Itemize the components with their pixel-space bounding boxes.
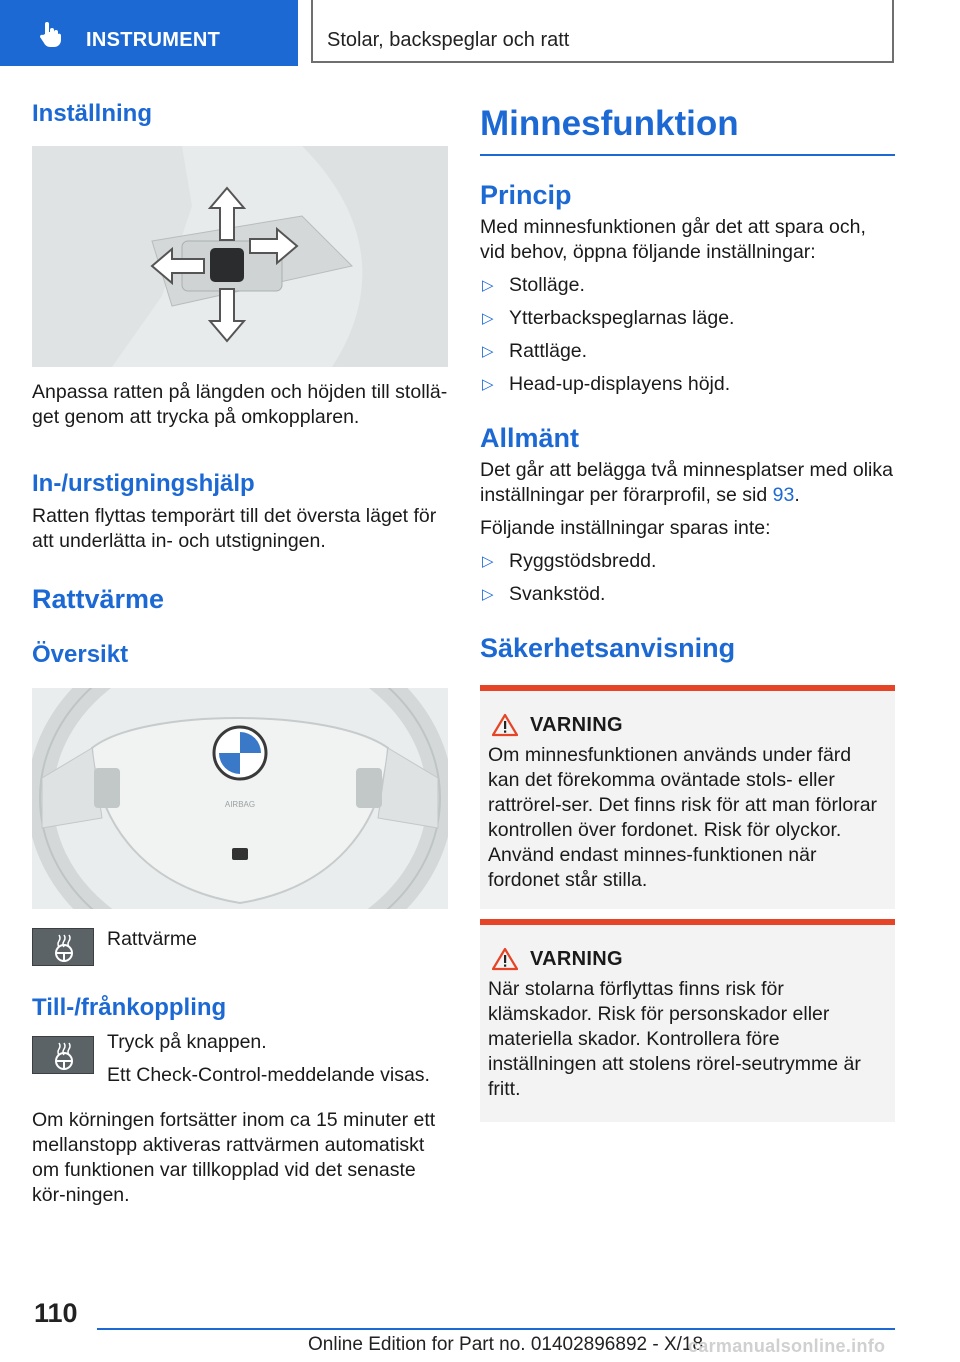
heading-minnesfunktion: Minnesfunktion (480, 104, 739, 143)
steering-adjust-illustration (32, 146, 448, 367)
tillfran-step2: Ett Check-Control-meddelande visas. (107, 1064, 430, 1086)
heated-steering-wheel-button[interactable] (32, 1036, 94, 1074)
tillfran-step1: Tryck på knappen. (107, 1031, 267, 1053)
breadcrumb (311, 0, 894, 63)
list-item: ▷ Ytterbackspeglarnas läge. (482, 307, 735, 329)
list-item: ▷ Ryggstödsbredd. (482, 550, 657, 572)
bullet-triangle-icon: ▷ (482, 277, 494, 294)
heading-tillfran: Till-/frånkoppling (32, 994, 227, 1021)
warning-text: Om minnesfunktionen används under färd kan det förekomma oväntade stols- eller rattrörel-ser. Det finns risk för att man förlorar kontrollen över fordonet. Risk för olyckor. Använd endast minnes-funktionen när fordonet står stilla. (488, 744, 878, 891)
heated-steering-wheel-button (32, 928, 94, 966)
heated-steering-wheel-icon (51, 933, 77, 963)
edition-text: Online Edition for Part no. 01402896892 - X/18 (308, 1334, 704, 1355)
left-column (32, 100, 448, 1208)
steering-column-adjust-figure (32, 146, 448, 367)
heated-steering-wheel-icon (51, 1041, 77, 1071)
bullet-triangle-icon: ▷ (482, 586, 494, 603)
not-saved-text: Följande inställningar sparas inte: (480, 517, 771, 539)
steering-wheel-figure (32, 688, 448, 909)
heading-princip: Princip (480, 180, 572, 210)
bullet-triangle-icon: ▷ (482, 553, 494, 570)
heading-instigning: In-/urstigningshjälp (32, 470, 255, 497)
page-link[interactable]: 93 (772, 484, 795, 506)
watermark: carmanualsonline.info (688, 1336, 886, 1356)
warning-triangle-icon (492, 947, 518, 971)
heading-rattvarme: Rattvärme (32, 584, 165, 614)
list-item: ▷ Svankstöd. (482, 583, 606, 605)
installning-text: Anpassa ratten på längden och höjden till stollä-get genom att trycka på omkopplaren. (32, 381, 448, 428)
heading-oversikt: Översikt (32, 641, 129, 668)
warning-label: VARNING (530, 947, 623, 970)
airbag-label: AIRBAG (224, 800, 256, 809)
instigning-text: Ratten flyttas temporärt till det översta läget för att underlätta in- och utstigningen. (32, 505, 437, 552)
allmant-text: Det går att belägga två minnesplatser med olika inställningar per förarprofil, se sid 93. (480, 459, 893, 506)
heading-sakerhet: Säkerhetsanvisning (480, 633, 736, 663)
heated-wheel-legend (32, 928, 448, 990)
list-item: ▷ Stolläge. (482, 274, 585, 296)
list-item: ▷ Head-up-displayens höjd. (482, 373, 731, 395)
princip-text: Med minnesfunktionen går det att spara och, vid behov, öppna följande inställningar: (480, 216, 866, 263)
warning-triangle-icon (492, 713, 518, 737)
tillfran-step (32, 1030, 448, 1088)
tillfran-text: Om körningen fortsätter inom ca 15 minuter ett mellanstopp aktiveras rattvärmen automatiskt om funktionen var tillkopplad vid det senaste kör-ningen. (32, 1109, 436, 1206)
warning-box (480, 685, 895, 909)
title-rule (480, 154, 895, 156)
heading-installning: Inställning (32, 100, 152, 127)
princip-list (480, 273, 895, 397)
heated-wheel-caption: Rattvärme (107, 928, 197, 950)
warning-box (480, 919, 895, 1122)
heading-allmant: Allmänt (480, 423, 580, 453)
bullet-triangle-icon: ▷ (482, 310, 494, 327)
section-tab[interactable] (0, 0, 298, 66)
warning-label: VARNING (530, 713, 623, 736)
steering-wheel-illustration (32, 688, 448, 909)
bullet-triangle-icon: ▷ (482, 343, 494, 360)
page-header (0, 0, 960, 66)
pointing-hand-icon (36, 20, 64, 48)
not-saved-list (480, 549, 895, 607)
list-item: ▷ Rattläge. (482, 340, 588, 362)
page-number: 110 (34, 1298, 78, 1328)
breadcrumb-label: Stolar, backspeglar och ratt (327, 29, 570, 51)
section-label: INSTRUMENT (86, 29, 221, 51)
footer-rule (97, 1328, 895, 1330)
right-column (480, 100, 895, 1122)
warning-text: När stolarna förflyttas finns risk för klämskador. Risk för personskador eller materiella skador. Kontrollera före inställningen att stolens rörel-seutrymme är fritt. (488, 978, 861, 1100)
bullet-triangle-icon: ▷ (482, 376, 494, 393)
